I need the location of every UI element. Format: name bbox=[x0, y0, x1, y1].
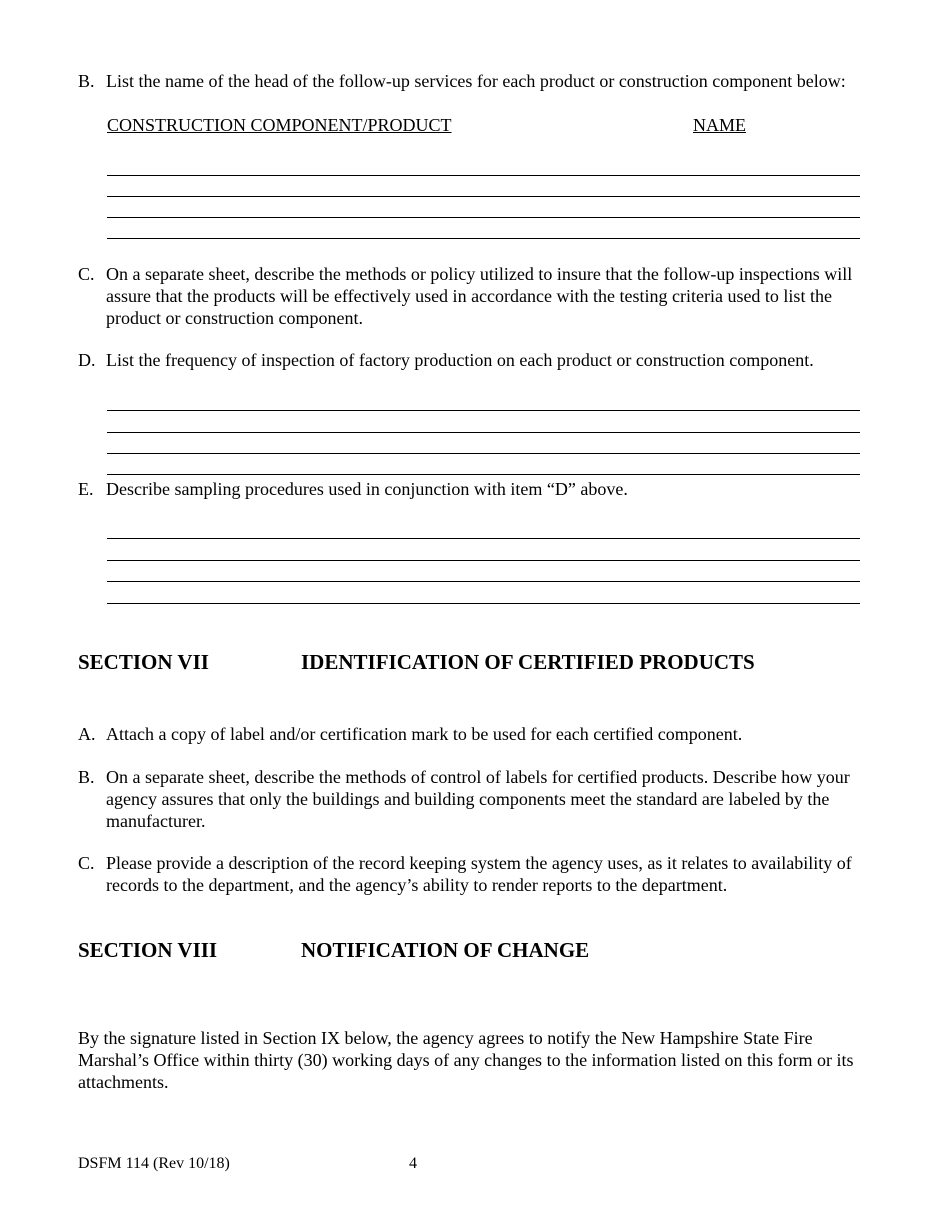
blank-line[interactable] bbox=[107, 196, 860, 197]
blank-line[interactable] bbox=[107, 474, 860, 475]
section-vii-item-b bbox=[78, 766, 878, 832]
item-text: On a separate sheet, describe the methods of control of labels for certified products. Describe how your agency assures that only the buildings and building components meet the standard are labeled by the manufacturer. bbox=[106, 767, 850, 831]
section-vii-item-c bbox=[78, 852, 878, 896]
item-letter: D. bbox=[78, 350, 96, 370]
page-number: 4 bbox=[409, 1155, 417, 1172]
item-letter: A. bbox=[78, 724, 96, 744]
blank-line[interactable] bbox=[107, 432, 860, 433]
item-text: Please provide a description of the record keeping system the agency uses, as it relates to availability of records to the department, and the agency’s ability to render reports to the department. bbox=[106, 853, 852, 895]
blank-line[interactable] bbox=[107, 175, 860, 176]
item-text: Describe sampling procedures used in conjunction with item “D” above. bbox=[106, 479, 628, 499]
blank-line[interactable] bbox=[107, 581, 860, 582]
blank-line[interactable] bbox=[107, 560, 860, 561]
item-letter: E. bbox=[78, 479, 94, 499]
section-vii-number: SECTION VII bbox=[78, 650, 209, 674]
form-id: DSFM 114 (Rev 10/18) bbox=[78, 1155, 230, 1172]
item-letter: B. bbox=[78, 71, 95, 91]
item-text: List the frequency of inspection of factory production on each product or construction component. bbox=[106, 350, 814, 370]
item-letter: B. bbox=[78, 767, 95, 787]
name-column-header: NAME bbox=[693, 115, 746, 135]
section-viii-number: SECTION VIII bbox=[78, 938, 218, 962]
section-vii-title: IDENTIFICATION OF CERTIFIED PRODUCTS bbox=[301, 650, 755, 674]
blank-line[interactable] bbox=[107, 410, 860, 411]
component-column-header: CONSTRUCTION COMPONENT/PRODUCT bbox=[107, 115, 452, 135]
blank-line[interactable] bbox=[107, 453, 860, 454]
item-text: List the name of the head of the follow-up services for each product or construction component below: bbox=[106, 71, 846, 91]
blank-line[interactable] bbox=[107, 538, 860, 539]
section-viii-title: NOTIFICATION OF CHANGE bbox=[301, 938, 590, 962]
notification-paragraph: By the signature listed in Section IX below, the agency agrees to notify the New Hampshire State Fire Marshal’s Office within thirty (30) working days of any changes to the information listed on this form or its attachments. bbox=[78, 1028, 854, 1092]
blank-line[interactable] bbox=[107, 217, 860, 218]
blank-line[interactable] bbox=[107, 238, 860, 239]
item-text: Attach a copy of label and/or certification mark to be used for each certified component. bbox=[106, 724, 743, 744]
blank-line[interactable] bbox=[107, 603, 860, 604]
item-letter: C. bbox=[78, 853, 95, 873]
item-letter: C. bbox=[78, 264, 95, 284]
item-c bbox=[78, 263, 878, 329]
item-text: On a separate sheet, describe the methods or policy utilized to insure that the follow-up inspections will assure that the products will be effectively used in accordance with the testing criteria used to list the product or construction component. bbox=[106, 264, 853, 328]
